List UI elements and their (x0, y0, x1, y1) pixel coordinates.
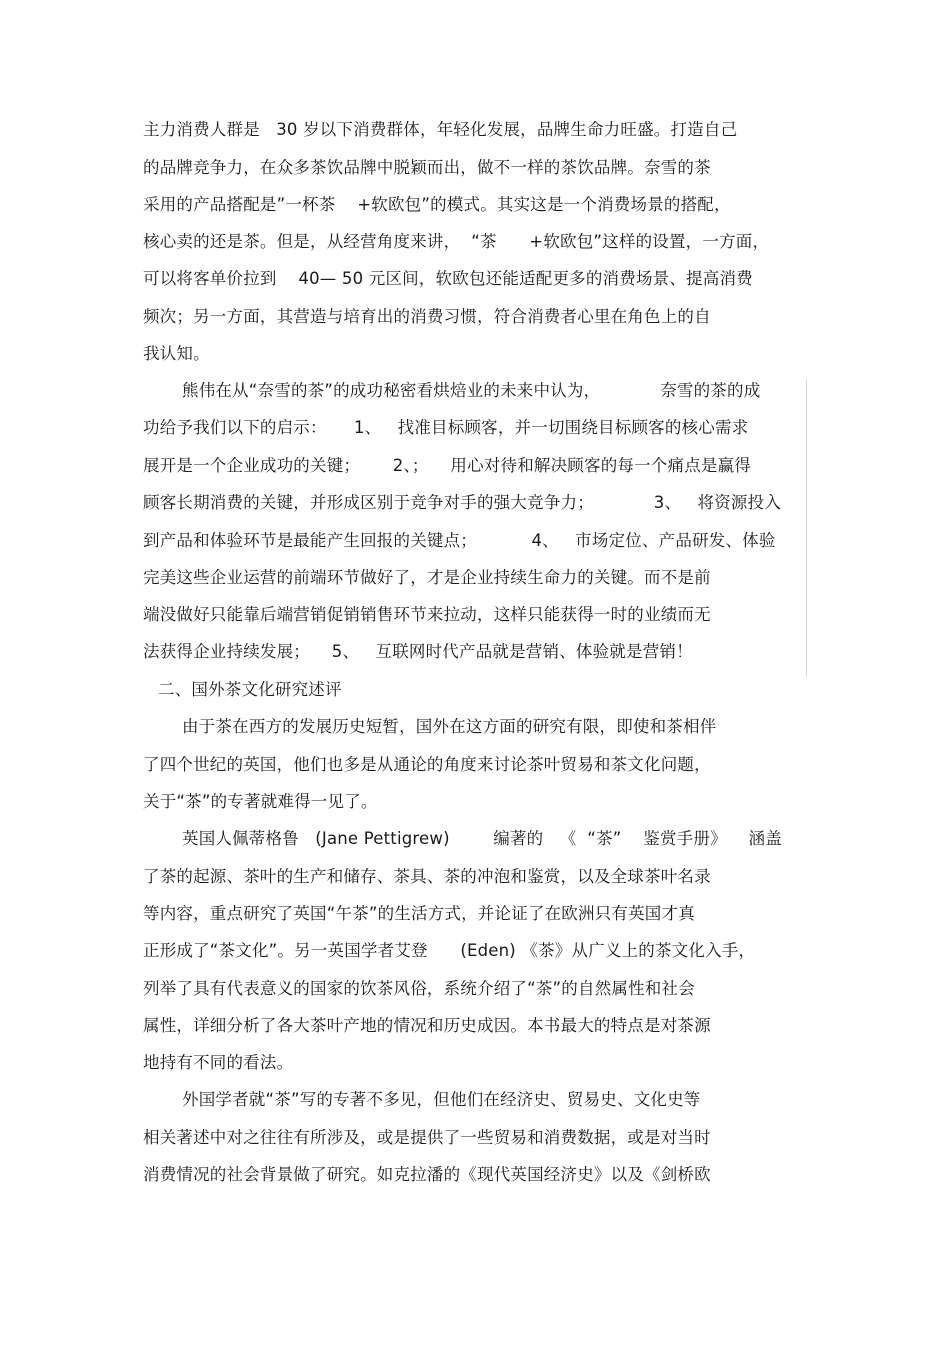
text-line: 相关著述中对之往往有所涉及，或是提供了一些贸易和消费数据，或是对当时 (143, 1128, 711, 1147)
text-line: 核心卖的还是茶。但是，从经营角度来讲， “茶 +软欧包”这样的设置，一方面， (143, 232, 770, 251)
text-line: 关于“茶”的专著就难得一见了。 (143, 792, 378, 811)
text-line: 展开是一个企业成功的关键； 2、； 用心对待和解决顾客的每一个痛点是赢得 (143, 456, 751, 475)
text-line: 属性，详细分析了各大茶叶产地的情况和历史成因。本书最大的特点是对茶源 (143, 1016, 711, 1035)
text-line: 到产品和体验环节是最能产生回报的关键点； 4、 市场定位、产品研发、体验 (143, 531, 776, 550)
text-line: 等内容，重点研究了英国“午茶”的生活方式，并论证了在欧洲只有英国才真 (143, 904, 695, 923)
text-line: 我认知。 (143, 344, 210, 363)
text-line: 采用的产品搭配是”一杯茶 +软欧包”的模式。其实这是一个消费场景的搭配， (143, 195, 731, 214)
margin-rule (806, 380, 807, 676)
text-line: 消费情况的社会背景做了研究。如克拉潘的《现代英国经济史》以及《剑桥欧 (143, 1165, 711, 1184)
text-line: 正形成了“茶文化”。另一英国学者艾登 (Eden) 《茶》从广义上的茶文化入手， (143, 941, 756, 960)
text-line: 主力消费人群是 30 岁以下消费群体，年轻化发展，品牌生命力旺盛。打造自己 (143, 120, 738, 139)
text-line: 英国人佩蒂格鲁 (Jane Pettigrew) 编著的 《 “茶” 鉴赏手册》 涵盖 (182, 829, 782, 848)
text-line: 地持有不同的看法。 (143, 1053, 294, 1072)
text-line: 完美这些企业运营的前端环节做好了，才是企业持续生命力的关键。而不是前 (143, 568, 711, 587)
text-line: 的品牌竞争力，在众多茶饮品牌中脱颖而出，做不一样的茶饮品牌。奈雪的茶 (143, 158, 711, 177)
text-line: 可以将客单价拉到 40— 50 元区间，软欧包还能适配更多的消费场景、提高消费 (143, 269, 753, 288)
text-line: 顾客长期消费的关键，并形成区别于竞争对手的强大竞争力； 3、 将资源投入 (143, 493, 782, 512)
text-line: 功给予我们以下的启示： 1、 找准目标顾客，并一切围绕目标顾客的核心需求 (143, 418, 749, 437)
text-line: 了四个世纪的英国，他们也多是从通论的角度来讨论茶叶贸易和茶文化问题， (143, 755, 711, 774)
text-line: 外国学者就“茶”写的专著不多见，但他们在经济史、贸易史、文化史等 (182, 1090, 701, 1109)
text-line: 熊伟在从“奈雪的茶”的成功秘密看烘焙业的未来中认为， 奈雪的茶的成 (182, 381, 761, 400)
text-line: 由于茶在西方的发展历史短暂，国外在这方面的研究有限，即使和茶相伴 (182, 717, 717, 736)
text-line: 端没做好只能靠后端营销促销销售环节来拉动，这样只能获得一时的业绩而无 (143, 605, 711, 624)
text-line: 了茶的起源、茶叶的生产和储存、茶具、茶的冲泡和鉴赏，以及全球茶叶名录 (143, 867, 711, 886)
text-line: 列举了具有代表意义的国家的饮茶风俗，系统介绍了“茶”的自然属性和社会 (143, 979, 695, 998)
section-heading: 二、国外茶文化研究述评 (158, 680, 342, 699)
text-line: 法获得企业持续发展； 5、 互联网时代产品就是营销、体验就是营销！ (143, 642, 693, 661)
text-line: 频次；另一方面，其营造与培育出的消费习惯，符合消费者心里在角色上的自 (143, 307, 711, 326)
